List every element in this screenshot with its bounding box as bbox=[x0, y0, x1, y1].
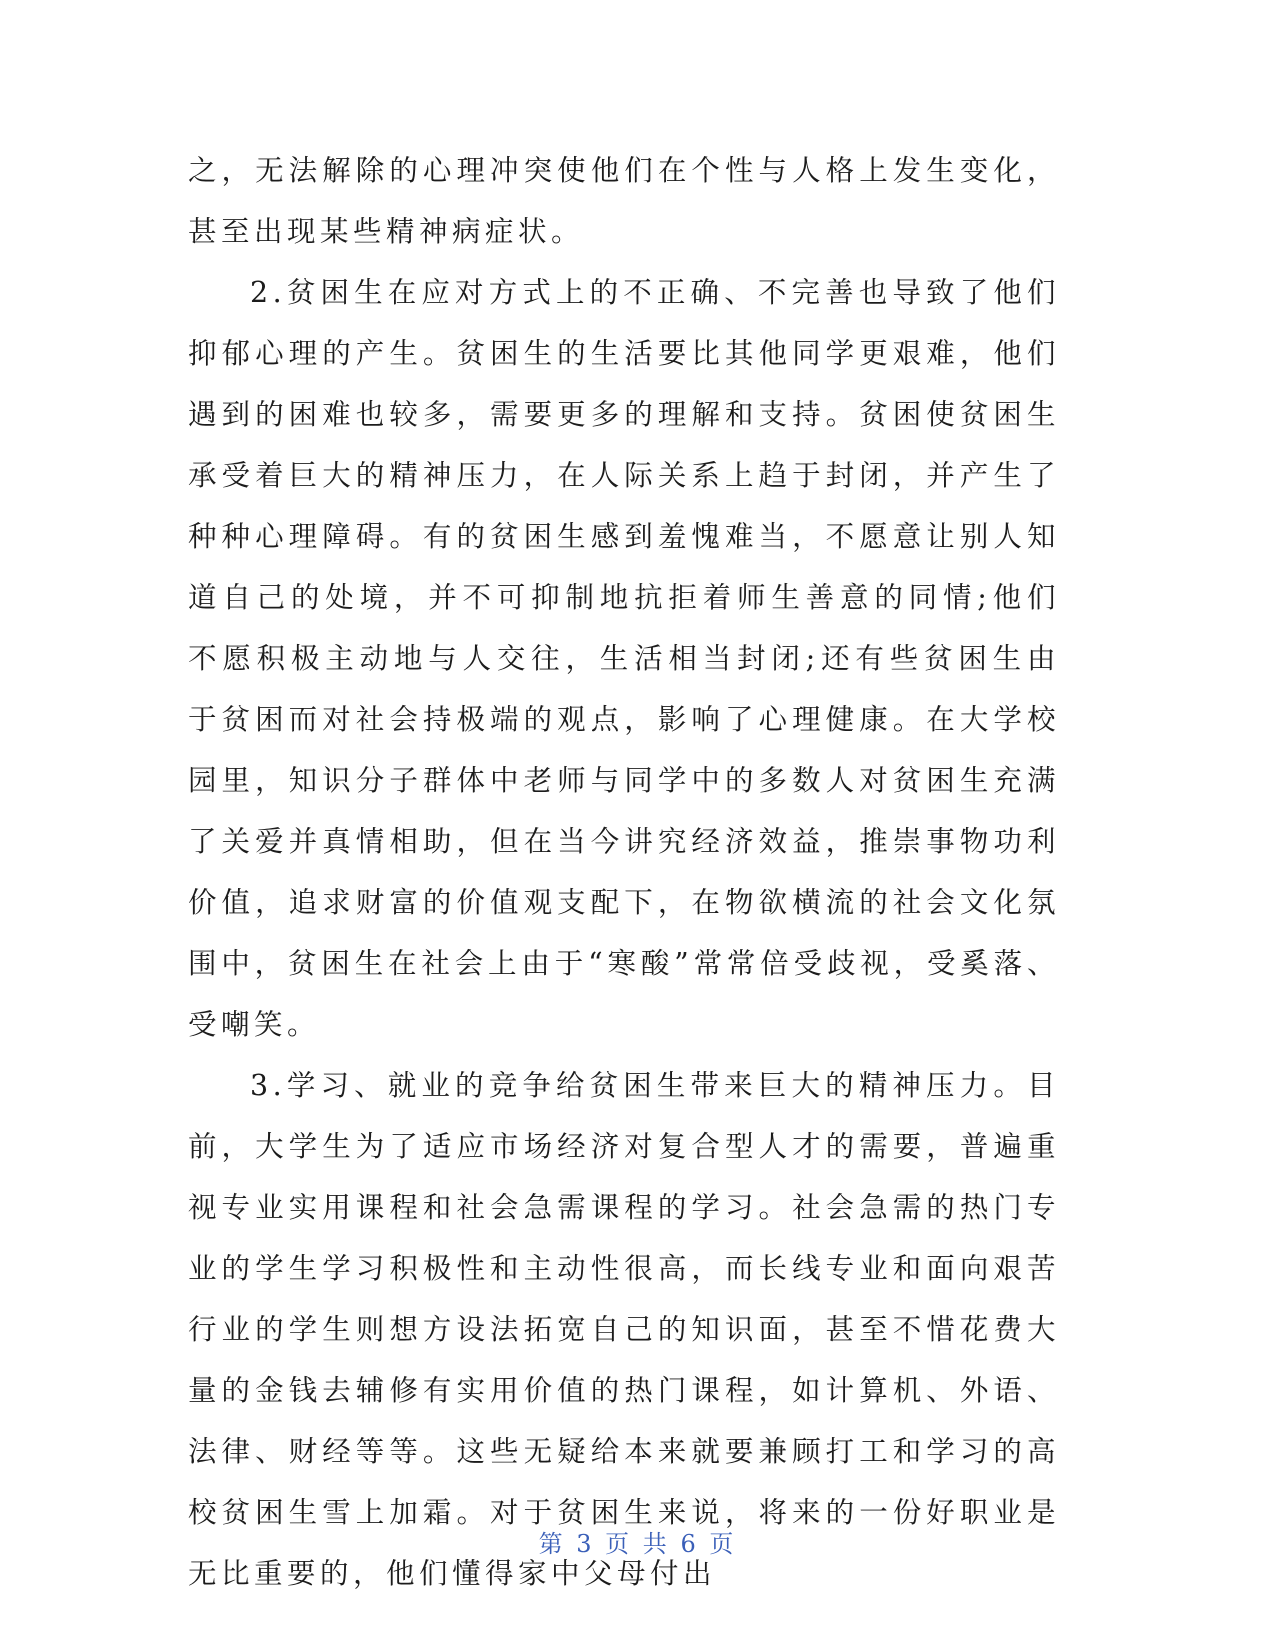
footer-prefix: 第 bbox=[538, 1530, 577, 1558]
page-number-footer bbox=[0, 1524, 1275, 1559]
footer-suffix: 页 bbox=[698, 1530, 737, 1558]
paragraph-2: 2.贫困生在应对方式上的不正确、不完善也导致了他们抑郁心理的产生。贫困生的生活要比其他同学更艰难，他们遇到的困难也较多，需要更多的理解和支持。贫困使贫困生承受着巨大的精神压力，在人际关系上趋于封闭，并产生了种种心理障碍。有的贫困生感到羞愧难当，不愿意让别人知道自己的处境，并不可抑制地抗拒着师生善意的同情;他们不愿积极主动地与人交往，生活相当封闭;还有些贫困生由于贫困而对社会持极端的观点，影响了心理健康。在大学校园里，知识分子群体中老师与同学中的多数人对贫困生充满了关爱并真情相助，但在当今讲究经济效益，推崇事物功利价值，追求财富的价值观支配下，在物欲横流的社会文化氛围中，贫困生在社会上由于“寒酸”常常倍受歧视，受奚落、受嘲笑。 bbox=[188, 276, 1060, 1041]
footer-current-page: 3 bbox=[576, 1530, 595, 1558]
body-text bbox=[188, 140, 1060, 1604]
footer-total-pages: 6 bbox=[680, 1530, 699, 1558]
footer-middle: 页 共 bbox=[594, 1530, 681, 1558]
paragraph-1: 之，无法解除的心理冲突使他们在个性与人格上发生变化，甚至出现某些精神病症状。 bbox=[188, 154, 1060, 248]
paragraph-3: 3.学习、就业的竞争给贫困生带来巨大的精神压力。目前，大学生为了适应市场经济对复合型人才的需要，普遍重视专业实用课程和社会急需课程的学习。社会急需的热门专业的学生学习积极性和主动性很高，而长线专业和面向艰苦行业的学生则想方设法拓宽自己的知识面，甚至不惜花费大量的金钱去辅修有实用价值的热门课程，如计算机、外语、法律、财经等等。这些无疑给本来就要兼顾打工和学习的高校贫困生雪上加霜。对于贫困生来说，将来的一份好职业是无比重要的，他们懂得家中父母付出 bbox=[188, 1069, 1060, 1590]
